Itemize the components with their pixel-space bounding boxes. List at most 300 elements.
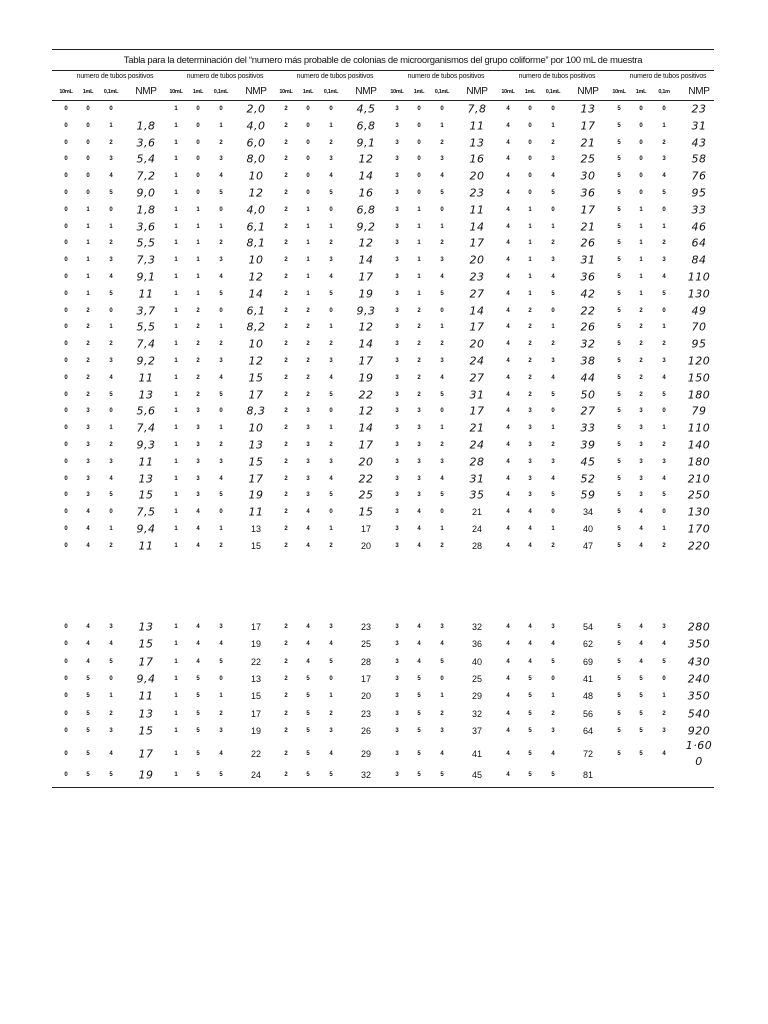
tube-count-cell: 5 [639,693,643,700]
tube-count-cell: 5 [617,290,621,297]
volume-column-header: 0,1mL [545,89,561,95]
tube-count-cell: 0 [64,658,68,665]
nmp-value: 350 [687,689,711,703]
nmp-value: 27 [469,287,485,301]
tube-count-cell: 1 [174,408,178,415]
tube-count-cell: 3 [395,341,399,348]
nmp-value: 14 [469,220,485,234]
tube-count-cell: 5 [662,492,666,499]
tube-count-cell: 0 [219,408,223,415]
nmp-value: 31 [691,119,707,133]
nmp-value: 58 [691,152,707,166]
tube-count-cell: 1 [662,693,666,700]
tube-count-cell: 4 [551,173,555,180]
tube-count-cell: 3 [395,727,399,734]
nmp-value: 72 [582,749,593,760]
tube-count-cell: 0 [86,173,90,180]
nmp-value: 5,6 [136,404,156,418]
tube-count-cell: 4 [662,274,666,280]
tube-count-cell: 2 [284,274,288,280]
nmp-value: 28 [360,656,371,667]
tube-count-cell: 3 [306,425,310,432]
tube-count-cell: 3 [417,458,421,465]
tube-count-cell: 5 [440,772,444,779]
nmp-value: 10 [248,421,264,435]
tube-count-cell: 1 [662,526,666,532]
tube-count-cell: 5 [617,675,621,682]
tube-count-cell: 4 [329,274,333,280]
tube-count-cell: 0 [417,106,421,112]
tube-count-cell: 0 [662,408,666,415]
tube-count-cell: 1 [174,358,178,364]
tube-count-cell: 5 [329,772,333,779]
tube-count-cell: 3 [109,358,113,364]
nmp-value: 69 [582,656,593,667]
tube-count-cell: 3 [395,624,399,630]
nmp-value: 9,4 [136,672,156,686]
nmp-value: 210 [687,472,711,486]
tube-count-cell: 0 [551,206,555,213]
tube-count-cell: 5 [417,710,421,717]
nmp-value: 16 [469,152,485,166]
tube-count-cell: 4 [506,658,510,665]
tube-count-cell: 3 [196,442,200,448]
tube-count-cell: 3 [306,475,310,482]
tube-count-cell: 0 [64,324,68,331]
tube-count-cell: 4 [440,641,444,648]
tube-count-cell: 5 [196,710,200,717]
tube-count-cell: 2 [86,324,90,331]
tube-count-cell: 3 [528,442,532,448]
tube-count-cell: 0 [109,206,113,213]
tube-count-cell: 2 [662,542,666,549]
nmp-value: 19 [248,488,264,502]
tube-count-cell: 1 [528,240,532,247]
nmp-value: 95 [691,337,707,351]
tube-count-cell: 5 [617,408,621,415]
tube-count-cell: 3 [395,442,399,448]
tube-count-cell: 5 [617,206,621,213]
tube-count-cell: 3 [662,727,666,734]
tube-count-cell: 1 [196,223,200,230]
nmp-value: 17 [469,236,485,250]
tube-count-cell: 5 [440,492,444,499]
tube-count-cell: 4 [506,341,510,348]
tube-count-cell: 4 [86,542,90,549]
tube-count-cell: 1 [440,122,444,129]
nmp-value: 4,0 [246,119,266,133]
tube-count-cell: 0 [528,173,532,180]
tube-count-cell: 2 [196,358,200,364]
tube-count-cell: 2 [551,341,555,348]
tube-count-cell: 5 [86,710,90,717]
tube-count-cell: 0 [64,509,68,516]
nmp-value: 17 [360,524,371,534]
nmp-value: 8,3 [246,404,266,418]
tube-count-cell: 2 [417,391,421,398]
bottom-rule [52,787,714,788]
tube-count-cell: 0 [64,442,68,448]
tube-count-cell: 1 [662,223,666,230]
volume-column-header: 0,1m [658,89,670,95]
nmp-value: 30 [580,169,596,183]
group-header: numero de tubos positivos [407,73,485,80]
tube-count-cell: 4 [196,526,200,532]
tube-count-cell: 5 [306,710,310,717]
tube-count-cell: 5 [219,391,223,398]
tube-count-cell: 1 [196,274,200,280]
nmp-value: 11 [469,119,485,133]
tube-count-cell: 4 [196,509,200,516]
tube-count-cell: 4 [506,324,510,331]
tube-count-cell: 2 [284,526,288,532]
tube-count-cell: 1 [306,240,310,247]
tube-count-cell: 4 [662,751,666,758]
tube-count-cell: 2 [284,223,288,230]
tube-count-cell: 3 [551,624,555,630]
nmp-value: 24 [469,354,485,368]
tube-count-cell: 5 [617,727,621,734]
tube-count-cell: 1 [174,542,178,549]
tube-count-cell: 4 [506,458,510,465]
tube-count-cell: 5 [617,391,621,398]
tube-count-cell: 3 [395,324,399,331]
tube-count-cell: 5 [109,772,113,779]
nmp-value: 15 [248,455,264,469]
volume-column-header: 1mL [524,89,536,95]
tube-count-cell: 2 [219,341,223,348]
tube-count-cell: 1 [174,324,178,331]
tube-count-cell: 5 [86,693,90,700]
tube-count-cell: 4 [219,641,223,648]
tube-count-cell: 0 [64,257,68,264]
tube-count-cell: 0 [219,206,223,213]
group-header: numero de tubos positivos [629,73,707,80]
tube-count-cell: 2 [284,257,288,264]
tube-count-cell: 3 [395,156,399,163]
tube-count-cell: 3 [662,257,666,264]
tube-count-cell: 3 [551,156,555,163]
nmp-value: 76 [691,169,707,183]
tube-count-cell: 0 [64,173,68,180]
tube-count-cell: 5 [528,710,532,717]
tube-count-cell: 2 [86,341,90,348]
tube-count-cell: 0 [329,307,333,314]
tube-count-cell: 0 [64,425,68,432]
tube-count-cell: 1 [174,190,178,196]
tube-count-cell: 5 [617,475,621,482]
tube-count-cell: 5 [617,693,621,700]
tube-count-cell: 4 [639,542,643,549]
tube-count-cell: 4 [86,509,90,516]
tube-count-cell: 2 [440,240,444,247]
tube-count-cell: 3 [395,693,399,700]
tube-count-cell: 2 [284,693,288,700]
tube-count-cell: 4 [506,727,510,734]
tube-count-cell: 4 [196,658,200,665]
nmp-value: 14 [469,304,485,318]
tube-count-cell: 3 [395,509,399,516]
tube-count-cell: 1 [174,106,178,112]
tube-count-cell: 0 [417,122,421,129]
nmp-value: 27 [469,371,485,385]
tube-count-cell: 0 [306,122,310,129]
tube-count-cell: 5 [639,751,643,758]
nmp-value: 15 [250,540,261,551]
tube-count-cell: 2 [284,772,288,779]
tube-count-cell: 3 [440,624,444,630]
tube-count-cell: 0 [528,139,532,146]
nmp-value: 540 [687,707,711,720]
tube-count-cell: 5 [528,693,532,700]
nmp-value: 11 [138,287,154,301]
nmp-value: 6,8 [356,119,376,133]
tube-count-cell: 5 [617,624,621,630]
tube-count-cell: 4 [528,624,532,630]
tube-count-cell: 0 [64,751,68,758]
tube-count-cell: 5 [617,122,621,129]
nmp-value: 170 [687,522,711,536]
tube-count-cell: 1 [174,206,178,213]
tube-count-cell: 4 [440,751,444,758]
tube-count-cell: 5 [417,727,421,734]
tube-count-cell: 2 [528,324,532,331]
nmp-value: 22 [250,749,261,760]
nmp-value: 19 [250,639,261,650]
volume-column-header: 1mL [635,89,647,95]
volume-column-header: 10mL [59,89,73,95]
tube-count-cell: 5 [109,391,113,398]
tube-count-cell: 0 [64,307,68,314]
nmp-value: 6,1 [246,220,266,234]
tube-count-cell: 2 [639,374,643,381]
nmp-column-header: NMP [245,86,267,97]
tube-count-cell: 5 [617,374,621,381]
tube-count-cell: 0 [662,675,666,682]
tube-count-cell: 1 [551,526,555,532]
tube-count-cell: 2 [284,442,288,448]
nmp-value: 130 [687,505,711,519]
tube-count-cell: 1 [639,223,643,230]
tube-count-cell: 3 [395,658,399,665]
tube-count-cell: 3 [551,458,555,465]
nmp-value: 28 [471,540,482,551]
volume-column-header: 10mL [169,89,183,95]
tube-count-cell: 4 [506,106,510,112]
tube-count-cell: 2 [284,492,288,499]
tube-count-cell: 2 [417,324,421,331]
tube-count-cell: 0 [219,675,223,682]
tube-count-cell: 5 [109,290,113,297]
tube-count-cell: 0 [86,122,90,129]
tube-count-cell: 2 [528,307,532,314]
tube-count-cell: 4 [109,641,113,648]
tube-count-cell: 0 [551,307,555,314]
tube-count-cell: 0 [64,475,68,482]
tube-count-cell: 3 [196,425,200,432]
tube-count-cell: 3 [395,190,399,196]
tube-count-cell: 5 [417,693,421,700]
nmp-value: 23 [360,708,371,719]
tube-count-cell: 4 [639,624,643,630]
nmp-value: 21 [580,220,596,234]
nmp-value: 34 [582,507,593,518]
tube-count-cell: 0 [528,106,532,112]
top-rule [52,49,714,50]
tube-count-cell: 4 [440,274,444,280]
nmp-value: 24 [471,524,482,534]
tube-count-cell: 2 [284,658,288,665]
tube-count-cell: 3 [395,408,399,415]
tube-count-cell: 4 [86,624,90,630]
tube-count-cell: 4 [306,658,310,665]
nmp-value: 110 [687,270,711,284]
tube-count-cell: 0 [528,156,532,163]
nmp-value: 12 [358,320,374,334]
tube-count-cell: 4 [440,374,444,381]
tube-count-cell: 4 [506,624,510,630]
tube-count-cell: 3 [306,408,310,415]
tube-count-cell: 0 [528,122,532,129]
tube-count-cell: 1 [219,425,223,432]
nmp-value: 14 [358,421,374,435]
tube-count-cell: 3 [395,240,399,247]
tube-count-cell: 1 [86,223,90,230]
tube-count-cell: 1 [440,425,444,432]
tube-count-cell: 1 [174,122,178,129]
tube-count-cell: 1 [440,223,444,230]
tube-count-cell: 2 [551,442,555,448]
tube-count-cell: 5 [617,324,621,331]
tube-count-cell: 0 [109,675,113,682]
tube-count-cell: 1 [639,274,643,280]
tube-count-cell: 5 [329,190,333,196]
tube-count-cell: 4 [329,173,333,180]
tube-count-cell: 3 [219,156,223,163]
tube-count-cell: 0 [417,139,421,146]
tube-count-cell: 5 [109,492,113,499]
nmp-value: 7,5 [136,505,156,519]
tube-count-cell: 4 [528,542,532,549]
tube-count-cell: 3 [395,641,399,648]
tube-count-cell: 0 [417,173,421,180]
tube-count-cell: 4 [86,658,90,665]
tube-count-cell: 5 [617,710,621,717]
tube-count-cell: 4 [506,290,510,297]
tube-count-cell: 2 [284,324,288,331]
nmp-value: 17 [469,404,485,418]
tube-count-cell: 4 [506,358,510,364]
tube-count-cell: 3 [662,358,666,364]
nmp-value: 17 [358,354,374,368]
tube-count-cell: 1 [174,341,178,348]
nmp-value: 31 [469,472,485,486]
tube-count-cell: 2 [196,391,200,398]
tube-count-cell: 3 [329,156,333,163]
tube-count-cell: 3 [440,156,444,163]
tube-count-cell: 1 [417,223,421,230]
tube-count-cell: 5 [639,675,643,682]
nmp-value: 26 [580,236,596,250]
nmp-value: 15 [138,637,154,651]
nmp-value: 17 [138,655,154,669]
nmp-value: 29 [360,749,371,760]
tube-count-cell: 3 [528,458,532,465]
tube-count-cell: 2 [662,139,666,146]
tube-count-cell: 0 [196,122,200,129]
tube-count-cell: 0 [639,173,643,180]
tube-count-cell: 4 [417,624,421,630]
tube-count-cell: 3 [395,290,399,297]
tube-count-cell: 1 [109,324,113,331]
tube-count-cell: 5 [551,658,555,665]
tube-count-cell: 5 [617,526,621,532]
tube-count-cell: 2 [109,710,113,717]
nmp-value: 31 [580,253,596,267]
tube-count-cell: 4 [506,240,510,247]
tube-count-cell: 5 [551,190,555,196]
nmp-value: 64 [582,725,593,736]
tube-count-cell: 2 [196,324,200,331]
tube-count-cell: 0 [417,190,421,196]
tube-count-cell: 2 [551,139,555,146]
tube-count-cell: 3 [86,492,90,499]
nmp-value: 29 [471,691,482,702]
tube-count-cell: 2 [306,391,310,398]
tube-count-cell: 0 [329,206,333,213]
tube-count-cell: 5 [196,751,200,758]
tube-count-cell: 2 [528,341,532,348]
tube-count-cell: 1 [440,324,444,331]
tube-count-cell: 4 [219,475,223,482]
tube-count-cell: 0 [64,526,68,532]
nmp-value: 7,2 [136,169,156,183]
nmp-value: 10 [248,253,264,267]
tube-count-cell: 5 [329,290,333,297]
tube-count-cell: 1 [86,206,90,213]
tube-count-cell: 2 [417,358,421,364]
tube-count-cell: 4 [639,526,643,532]
tube-count-cell: 5 [551,290,555,297]
nmp-value: 17 [580,119,596,133]
nmp-value: 25 [360,639,371,650]
tube-count-cell: 3 [196,408,200,415]
tube-count-cell: 1 [174,658,178,665]
tube-count-cell: 2 [417,341,421,348]
volume-column-header: 1mL [192,89,204,95]
nmp-value: 21 [471,507,482,518]
tube-count-cell: 0 [639,139,643,146]
nmp-value: 59 [580,488,596,502]
tube-count-cell: 3 [306,442,310,448]
tube-count-cell: 4 [306,641,310,648]
nmp-value: 13 [248,438,264,452]
tube-count-cell: 4 [506,509,510,516]
tube-count-cell: 3 [329,727,333,734]
tube-count-cell: 3 [395,206,399,213]
nmp-value: 20 [469,169,485,183]
tube-count-cell: 0 [64,206,68,213]
tube-count-cell: 5 [617,658,621,665]
tube-count-cell: 2 [284,206,288,213]
nmp-column-header: NMP [577,86,599,97]
tube-count-cell: 2 [86,374,90,381]
tube-count-cell: 1 [174,509,178,516]
nmp-value: 23 [691,102,707,116]
tube-count-cell: 3 [306,492,310,499]
nmp-value: 7,3 [136,253,156,267]
tube-count-cell: 0 [306,173,310,180]
